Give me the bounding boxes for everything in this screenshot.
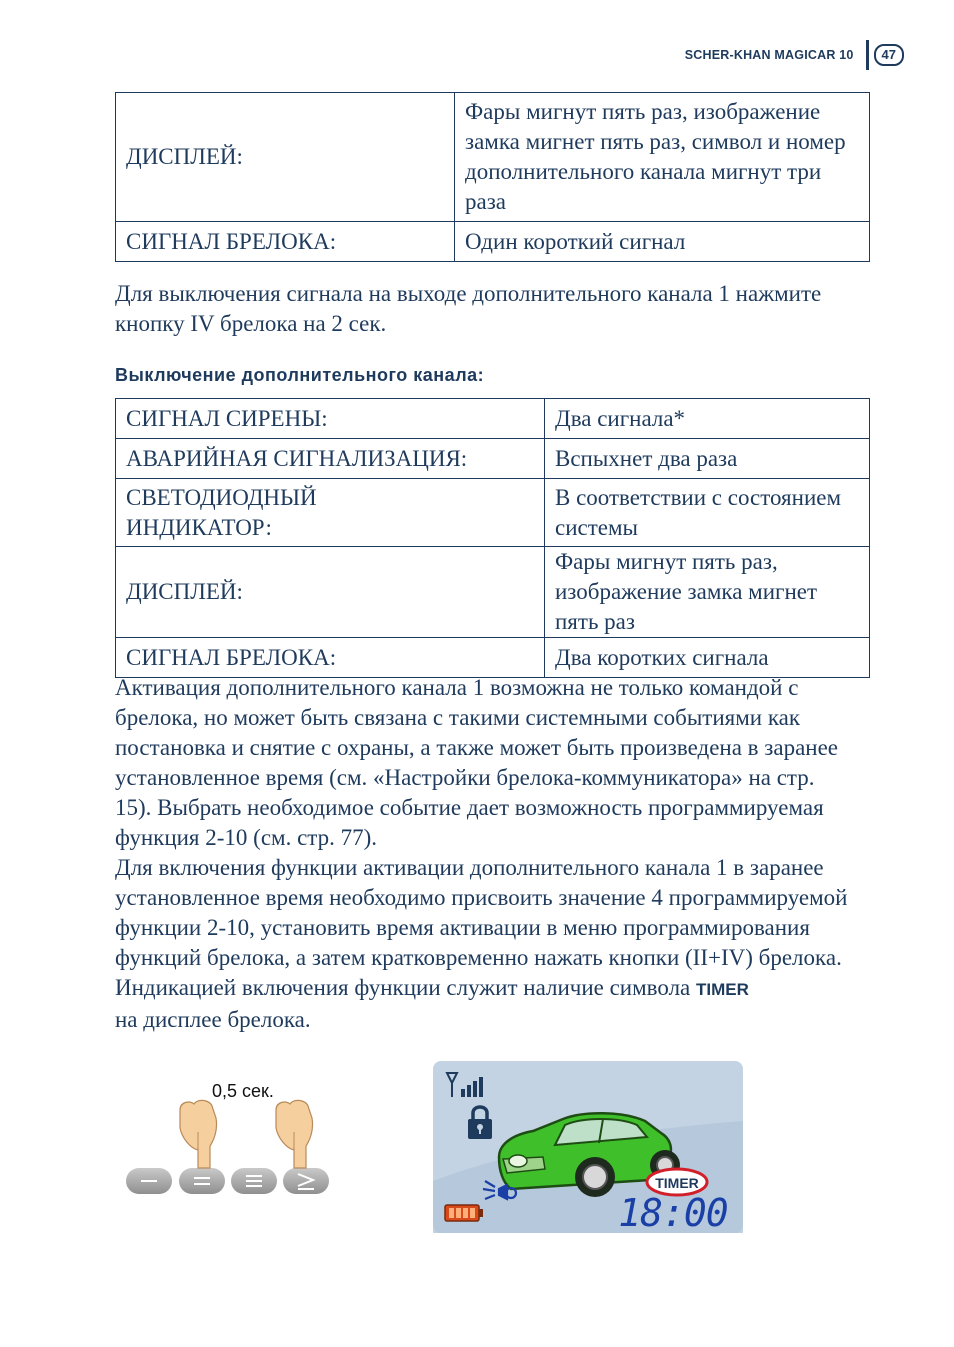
brand-title: SCHER-KHAN MAGICAR 10	[684, 48, 854, 62]
table-row	[116, 638, 870, 678]
timer-symbol: TIMER	[696, 980, 749, 999]
description-paragraph	[115, 673, 855, 1035]
table-row	[116, 399, 870, 439]
fob-button-4	[283, 1168, 329, 1194]
row-value: Фары мигнут пять раз, изображение замка мигнет пять раз, символ и номер дополнительного канала мигнут три раза	[455, 93, 870, 222]
fob-button-1	[126, 1168, 172, 1194]
row-value: Два сигнала*	[545, 399, 870, 439]
row-label: СВЕТОДИОДНЫЙ ИНДИКАТОР:	[116, 479, 545, 547]
table-row	[116, 479, 870, 547]
row-value: В соответствии с состоянием системы	[545, 479, 870, 547]
row-value: Вспыхнет два раза	[545, 439, 870, 479]
row-value: Один короткий сигнал	[455, 222, 870, 262]
row-label: СИГНАЛ БРЕЛОКА:	[116, 638, 545, 678]
signal-table-2	[115, 398, 870, 678]
table-row	[116, 93, 870, 222]
row-label: СИГНАЛ СИРЕНЫ:	[116, 399, 545, 439]
header-divider	[866, 40, 869, 70]
section-title: Выключение дополнительного канала:	[115, 365, 485, 385]
table-row	[116, 222, 870, 262]
fob-button-2	[179, 1168, 225, 1194]
fob-button-3	[231, 1168, 277, 1194]
page-header	[685, 40, 904, 70]
row-value: Два коротких сигнала	[545, 638, 870, 678]
lcd-clock: 18:00	[618, 1191, 728, 1233]
pressing-finger-left-icon	[180, 1100, 217, 1168]
row-label: ДИСПЛЕЙ:	[116, 93, 455, 222]
lcd-timer-label: TIMER	[655, 1175, 699, 1191]
signal-table-1	[115, 92, 870, 262]
row-label: ДИСПЛЕЙ:	[116, 547, 545, 638]
table-row	[116, 439, 870, 479]
duration-label: 0,5 сек.	[212, 1081, 274, 1101]
paragraph-text-start: Для включения функции активации дополнительного канала 1 в заранее установленное время необходимо присвоить значение 4 программируемой функции 2-10, установить время активации в меню программирования функций брелока, а затем кратковременно нажать кнопки (II+IV) брелока. Индикацией включения функции служит наличие символа	[115, 855, 848, 1000]
pressing-finger-right-icon	[276, 1100, 313, 1168]
row-label: СИГНАЛ БРЕЛОКА:	[116, 222, 455, 262]
battery-icon	[445, 1205, 483, 1221]
page-number: 47	[874, 44, 904, 66]
fob-display-figure	[433, 1061, 743, 1233]
paragraph-text: Активация дополнительного канала 1 возможна не только командой с брелока, но может быть связана с такими системными событиями как постановка и снятие с охраны, а также может быть произведена в заранее установленное время (см. «Настройки брелока-коммуникатора» на стр. 15). Выбрать необходимое событие дает возможность программируемая функция 2-10 (см. стр. 77).	[115, 675, 839, 850]
paragraph-text-end: на дисплее брелока.	[115, 1007, 311, 1032]
row-label: АВАРИЙНАЯ СИГНАЛИЗАЦИЯ:	[116, 439, 545, 479]
key-press-figure	[120, 1072, 335, 1202]
table-row	[116, 547, 870, 638]
instruction-paragraph	[115, 279, 835, 339]
row-value: Фары мигнут пять раз, изображение замка мигнет пять раз	[545, 547, 870, 638]
paragraph-text	[115, 853, 855, 1035]
paragraph-text: Для выключения сигнала на выходе дополнительного канала 1 нажмите кнопку IV брелока на 2 сек.	[115, 281, 822, 336]
